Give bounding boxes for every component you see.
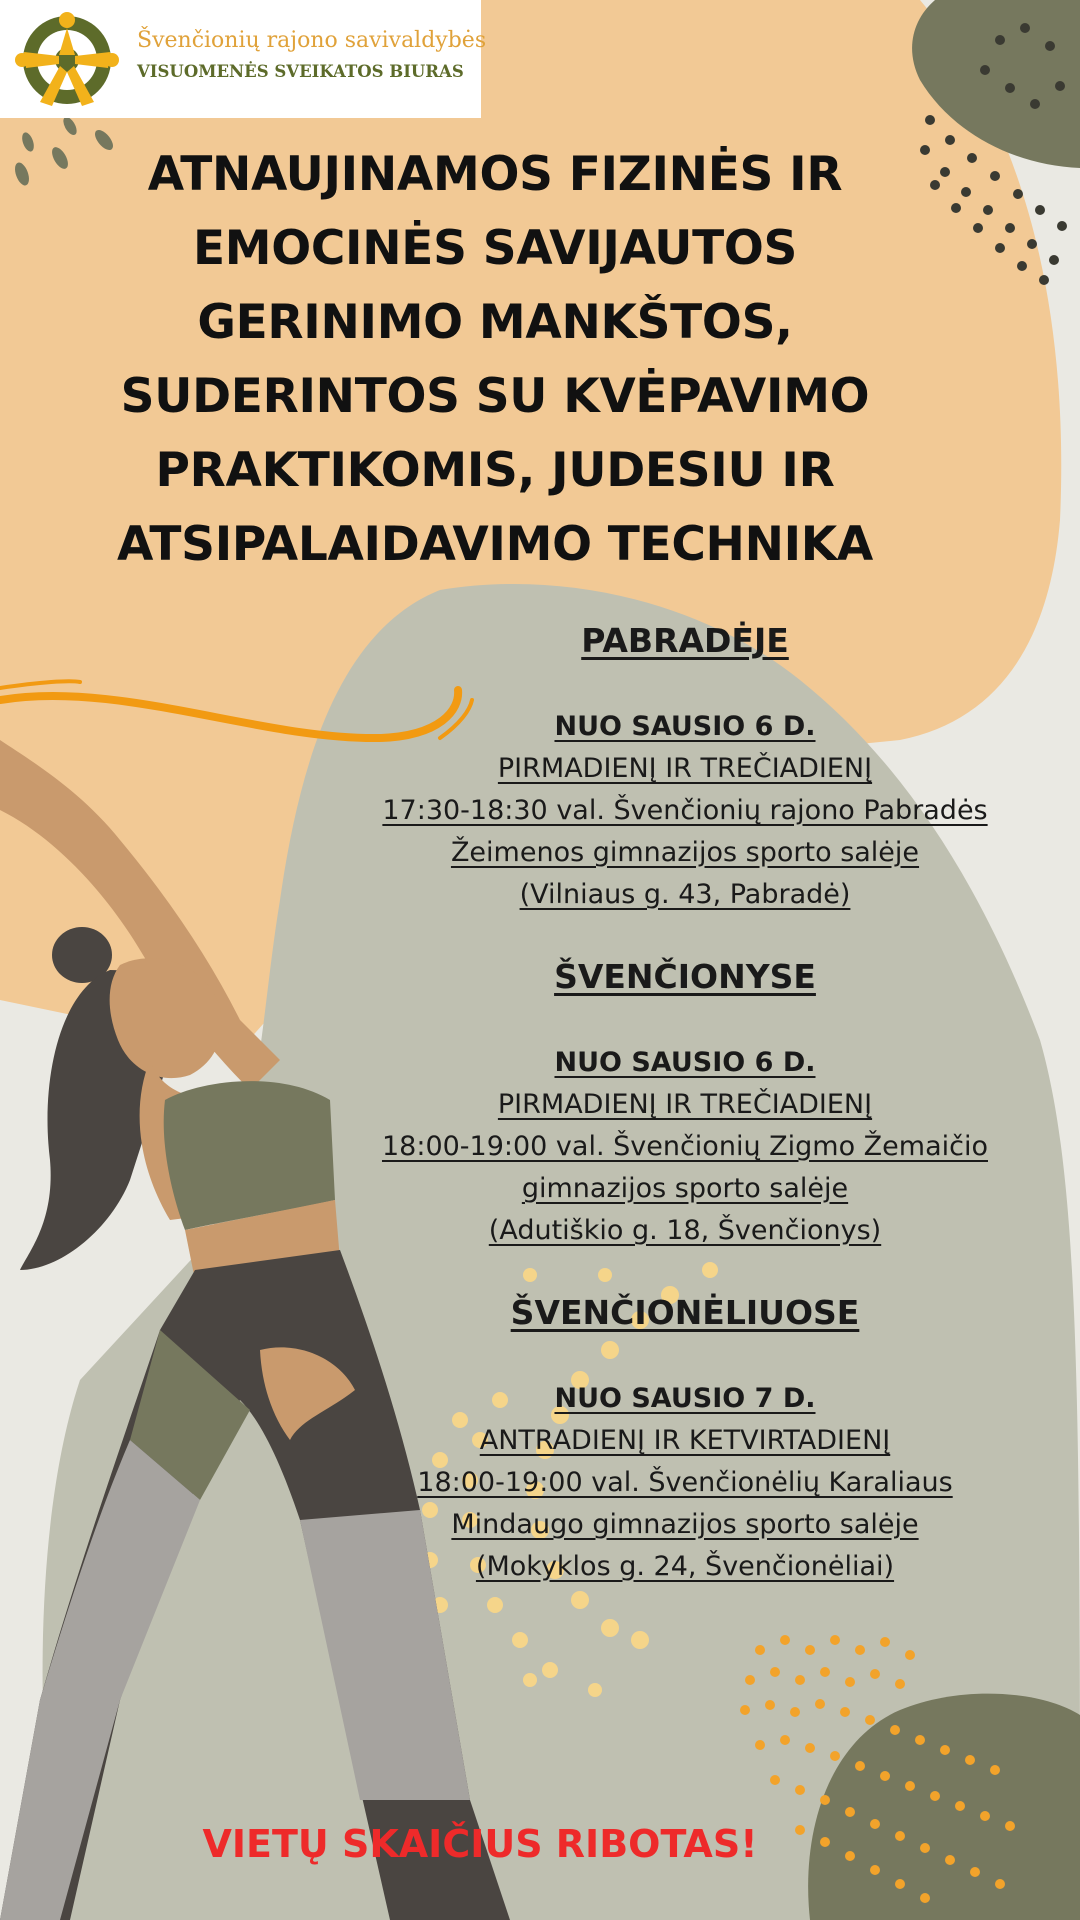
limited-places-notice: VIETŲ SKAIČIUS RIBOTAS!: [202, 1822, 758, 1866]
title-line: ATNAUJINAMOS FIZINĖS IR: [147, 147, 843, 202]
schedule-detail: 18:00-19:00 val. Švenčionių Zigmo Žemaičio: [381, 1131, 988, 1162]
title-line: GERINIMO MANKŠTOS,: [197, 295, 793, 350]
title-line: EMOCINĖS SAVIJAUTOS: [192, 221, 798, 276]
address: (Adutiškio g. 18, Švenčionys): [488, 1215, 882, 1246]
location-block-svencionys: [345, 956, 1025, 1252]
start-date: NUO SAUSIO 6 D.: [554, 711, 816, 742]
location-block-svencioneliai: [345, 1292, 1025, 1588]
logo-bureau-text: VISUOMENĖS SVEIKATOS BIURAS: [137, 62, 464, 81]
address: (Mokyklos g. 24, Švenčionėliai): [475, 1551, 895, 1582]
start-date: NUO SAUSIO 7 D.: [554, 1383, 816, 1414]
location-title: PABRADĖJE: [581, 621, 789, 660]
logo-header: [0, 0, 487, 118]
health-bureau-emblem-icon: [14, 10, 120, 110]
start-date: NUO SAUSIO 6 D.: [554, 1047, 816, 1078]
schedule-detail: Mindaugo gimnazijos sporto salėje: [451, 1509, 919, 1540]
schedule-detail: 17:30-18:30 val. Švenčionių rajono Pabradės: [382, 795, 988, 826]
location-block-pabrade: [345, 620, 1025, 916]
schedule-detail: Žeimenos gimnazijos sporto salėje: [450, 837, 920, 868]
schedule-detail: 18:00-19:00 val. Švenčionėlių Karaliaus: [417, 1467, 953, 1498]
logo-municipality-text: Švenčionių rajono savivaldybės: [137, 28, 487, 53]
title-line: PRAKTIKOMIS, JUDESIU IR: [155, 443, 835, 498]
title-line: ATSIPALAIDAVIMO TECHNIKA: [117, 517, 873, 572]
page-title: [70, 138, 920, 582]
location-title: ŠVENČIONĖLIUOSE: [510, 1293, 860, 1332]
location-title: ŠVENČIONYSE: [554, 957, 816, 996]
title-line: SUDERINTOS SU KVĖPAVIMO: [120, 369, 870, 424]
schedule-detail: gimnazijos sporto salėje: [521, 1173, 849, 1204]
schedule-section: [345, 620, 1025, 1628]
weekdays: ANTRADIENĮ IR KETVIRTADIENĮ: [479, 1425, 891, 1456]
address: (Vilniaus g. 43, Pabradė): [519, 879, 851, 910]
weekdays: PIRMADIENĮ IR TREČIADIENĮ: [497, 1089, 873, 1120]
weekdays: PIRMADIENĮ IR TREČIADIENĮ: [497, 753, 873, 784]
